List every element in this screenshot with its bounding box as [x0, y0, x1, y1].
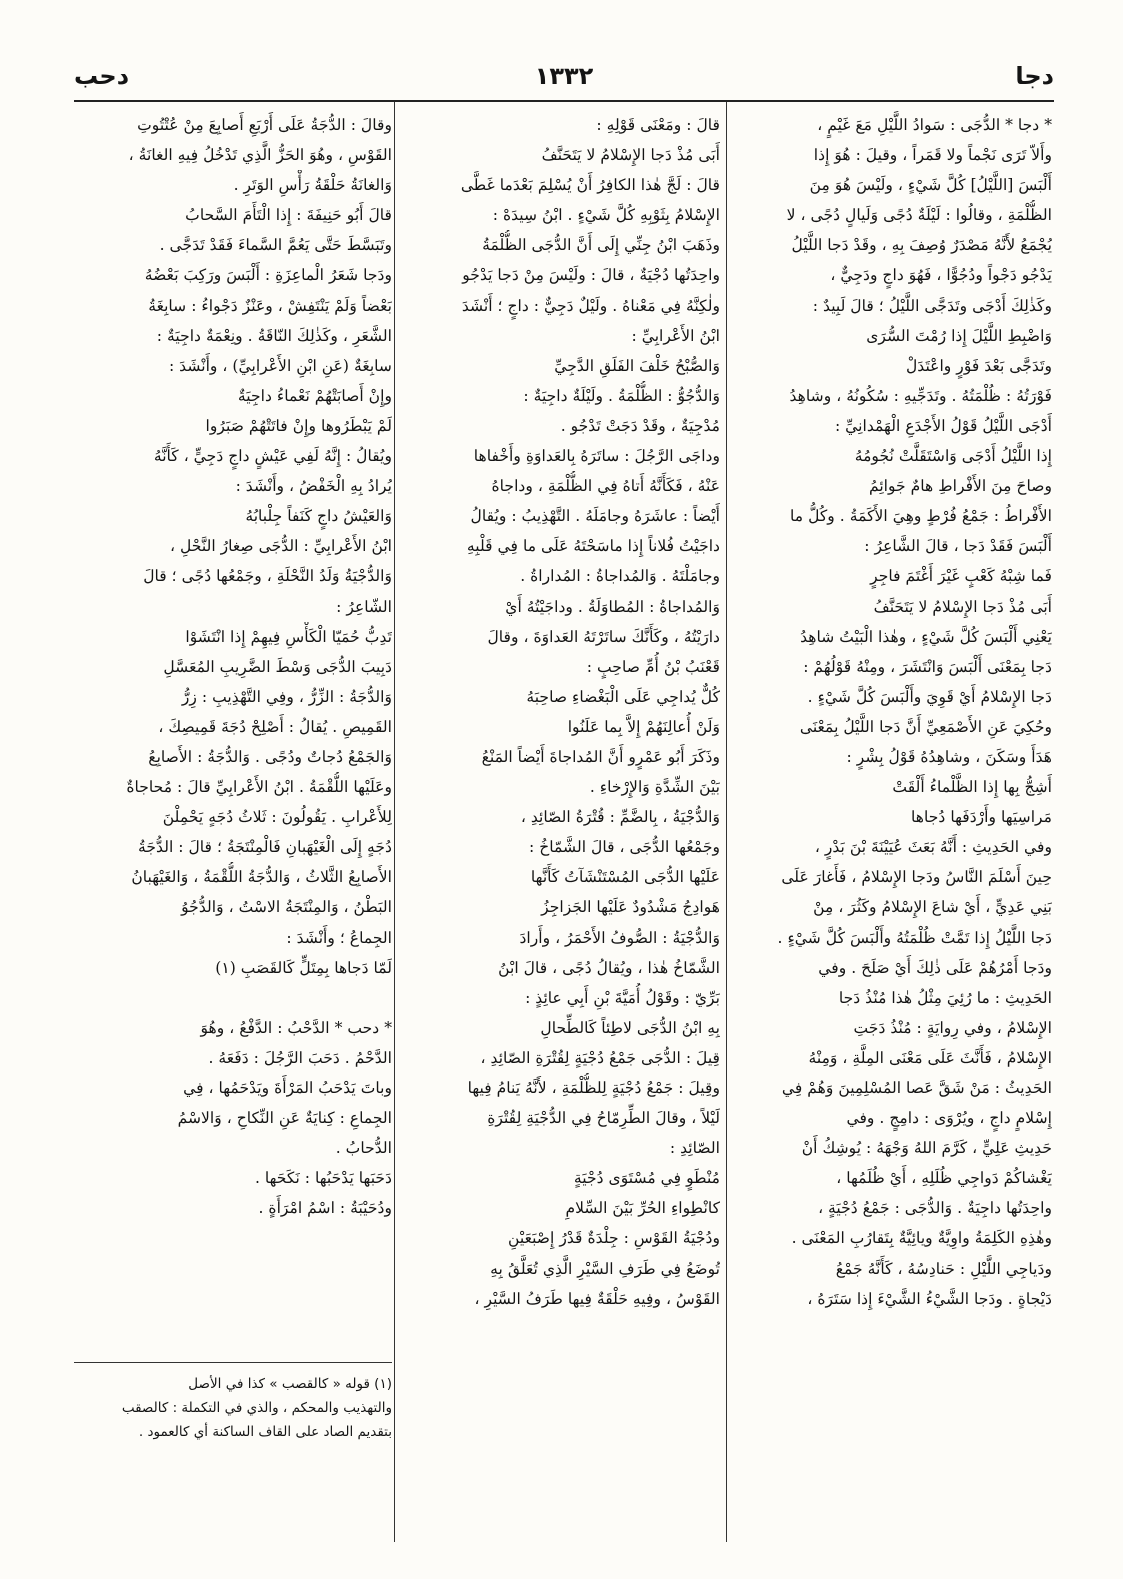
text-line: وذَكَرَ أَبُو عَمْرٍو أَنَّ المُداجاةَ أَيْضاً المَنْعُ — [481, 747, 720, 766]
text-line: وجَمْعُها الدُّجَى ، قالَ الشَّمّاخُ : — [529, 838, 720, 857]
text-line: ودُحَيْبَةُ : اسْمُ امْرَأَةٍ . — [258, 1199, 392, 1218]
text-line: حِينَ أَسْلَمَ النَّاسُ ودَجا الإِسْلامُ ، فَأَغارَ عَلَى — [781, 868, 1052, 887]
text-line: ولٰكِنَّهُ فِي مَعْناهُ . ولَيْلٌ دَجِيٌّ : داجٍ ؛ أَنْشَدَ — [461, 296, 720, 315]
text-line: الجِماعُ ؛ وأَنْشَدَ : — [286, 928, 392, 947]
right-column — [734, 110, 1052, 1550]
header-rule — [74, 100, 1054, 102]
text-line: قالَ : ومَعْنَى قَوْلِهِ : — [596, 116, 720, 134]
text-line: وهٰذِهِ الكَلِمَةُ واوِيَّةٌ ويائِيَّةٌ بِتَقارُبِ المَعْنَى . — [791, 1229, 1052, 1248]
text-line: وإِنْ أَصابَتْهُمْ نَعْماءُ داجِيَةٌ — [237, 386, 392, 405]
text-line: وقِيلَ : جَمْعُ دُجْيَةٍ لِلظُّلْمَةِ ، لأَنَّهُ يَنامُ فِيها — [467, 1079, 720, 1097]
text-line: وقالَ : الدُّجَةُ عَلَى أَرْبَعِ أَصابِعَ مِنْ عُتْتُوتِ — [137, 116, 392, 134]
text-line: الأَفْراطُ : جَمْعُ فُرْطٍ وهِيَ الأَكَمَةُ . وكُلُّ ما — [790, 507, 1052, 526]
text-line: دُجَهٍ إِلَى الْغَيْهَبانِ فَالْمِنْتَجَةُ ؛ قالَ : الدُّجَةُ — [138, 838, 392, 857]
text-line: عَنْهُ ، فَكَأَنَّهُ أَتاهُ فِي الظُّلْمَةِ ، وداجاهُ — [491, 477, 720, 496]
text-line: قالَ : لَجَّ هٰذا الكافِرُ أَنْ يُسْلِمَ بَعْدَما غَطَّى — [460, 176, 720, 195]
text-line: الإِسْلامُ بِثَوْبِهِ كُلَّ شَيْءٍ . ابْنُ سِيدَهْ : — [492, 206, 720, 225]
text-line: أَلْبَسَ [اللَّيْلُ] كُلَّ شَيْءٍ ، ولَيْسَ هُوَ مِنَ — [809, 176, 1052, 195]
text-line: الأَصابِعُ الثَّلاثُ ، وَالدُّجَةُ اللُّقْمَةُ ، وَالغَيْهَبانُ — [131, 868, 392, 887]
text-line: حَدِيثِ عَلِيٍّ ، كَرَّمَ اللهُ وَجْهَهُ : يُوشِكُ أَنْ — [801, 1139, 1052, 1158]
text-line: أَبَى مُذْ دَجا الإِسْلامُ لا يَتَحَنَّفُ — [541, 146, 720, 165]
text-line: يُجْمَعُ لأَنَّهُ مَصْدَرٌ وُصِفَ بِهِ ، وقَدْ دَجا اللَّيْلُ — [791, 236, 1052, 255]
text-line: ابْنُ الأَعْرابِيِّ : الدُّجَى صِغارُ النَّحْلِ ، — [170, 537, 392, 556]
text-line: وصاحَ مِنَ الأَفْراطِ هامٌ جَوائِمُ — [868, 477, 1052, 496]
text-line: قالَ أَبُو حَنِيفَةَ : إِذا الْتَأَمَ السَّحابُ — [185, 206, 392, 225]
text-line: وَاضْبِطِ اللَّيْلَ إِذا رُمْتَ السُّرَى — [866, 326, 1052, 345]
text-line: فَما شِبْهُ كَعْبٍ غَيْرَ أَغْتَمَ فاجِرٍ — [870, 567, 1052, 586]
text-line: وَالدُّجْيَةُ : الصُّوفُ الأَحْمَرُ ، وأَرادَ — [519, 928, 720, 947]
text-line — [74, 983, 392, 1013]
text-line: وباتَ يَدْحَبُ المَرْأَةَ ويَدْحَمُها ، فِي — [183, 1079, 392, 1097]
text-line: أَشِجُّ بِها إِذا الظَّلْماءُ أَلْقَتْ — [892, 778, 1052, 797]
text-line: يَدْجُو دَجْواً ودُجُوًّا ، فَهُوَ داجٍ ودَجِيٌّ ، — [830, 266, 1052, 285]
text-line: ودَجا شَعَرُ الْماعِزَةِ : أَلْبَسَ ورَكِبَ بَعْضُهُ — [144, 266, 392, 285]
text-line: وداجَى الرَّجُلَ : ساتَرَهُ بِالعَداوَةِ وأَخْفاها — [473, 447, 720, 466]
text-line: وَالغانَةُ حَلْقَةُ رَأْسِ الوَتَرِ . — [233, 176, 392, 195]
text-line: القَوْسِ ، وهُوَ الحَزُّ الَّذِي تَدْخُلُ فِيهِ الغانَةُ ، — [128, 146, 392, 165]
text-line: أَبَى مُذْ دَجا الإِسْلامُ لا يَتَحَنَّفُ — [873, 597, 1052, 616]
text-line: لِلأَعْرابِ . يَقُولُونَ : ثَلاثُ دُجَهٍ يَحْمِلْنَ — [162, 808, 392, 827]
running-head-left-term: دحب — [74, 62, 130, 90]
text-line: الحَدِيثِ : ما رُئِيَ مِثْلُ هٰذا مُنْذُ دَجا — [838, 988, 1052, 1007]
text-line: وَلَنْ أُعالِنَهُمْ إِلاَّ بِما عَلَنُوا — [567, 717, 720, 736]
text-line: مَراسِيَها وأَرْدَفَها دُجاها — [911, 808, 1052, 827]
column-divider — [726, 102, 727, 1542]
text-line: وتَبَسَّطَ حَتَّى يَعُمَّ السَّماءَ فَقَدْ تَدَجَّى . — [159, 236, 392, 255]
text-line: وَالدُّجَةُ : الزِّرُّ ، وفِي التَّهْذِيبِ : زِرُّ — [181, 687, 392, 706]
text-line: كُلٌّ يُداجِي عَلَى الْبَغْضاءِ صاحِبَهُ — [526, 687, 720, 706]
text-line: القَمِيصِ . يُقالُ : أَصْلِحْ دُجَةَ قَمِيصِكَ ، — [158, 717, 392, 736]
text-line: يَغْشاكُمْ دَواجِي ظُلَلِهِ ، أَيْ ظُلَمُها ، — [836, 1169, 1052, 1188]
footnote-line: بتقديم الصاد على القاف الساكنة أي كالعمود . — [138, 1424, 392, 1440]
text-line: القَوْسُ ، وفِيهِ حَلْقَةٌ فِيها طَرَفُ السَّيْرِ ، — [474, 1289, 720, 1308]
text-line: مُنْطَوٍ فِي مُسْتَوَى دُجْيَةٍ — [573, 1169, 720, 1188]
footnote-line: والتهذيب والمحكم ، والذي في التكملة : كالصقب — [121, 1400, 392, 1416]
text-line: وتَدَجَّى بَعْدَ فَوْرٍ واعْتَدَلْ — [905, 356, 1052, 375]
text-line: الشَّعَرِ ، وكَذٰلِكَ النّاقَةُ . ونِعْمَةٌ داجِيَةٌ : — [156, 326, 392, 345]
text-line: فَوْرَتُهُ : ظُلْمَتُهُ . وتَدَجِّيهِ : سُكُونُهُ ، وشاهِدُ — [789, 386, 1052, 405]
text-line: يُرادُ بِهِ الْخَفْضُ ، وأَنْشَدَ : — [235, 477, 392, 496]
footnote-line: (١) قوله « كالقصب » كذا في الأصل — [188, 1376, 392, 1392]
text-line: الجِماعِ : كِنايَةٌ عَنِ النِّكاحِ ، وَالاسْمُ — [177, 1109, 392, 1128]
text-line: الإِسْلامُ ، وفي رِوايَةٍ : مُنْذُ دَجَتِ — [853, 1018, 1052, 1037]
text-line: هَدَأَ وسَكَنَ ، وشاهِدُهُ قَوْلُ بِشْرٍ : — [846, 747, 1052, 766]
text-line: وأَلاّ تَرَى نَجْماً ولا قَمَراً ، وقيلَ : هُوَ إِذا — [813, 146, 1052, 165]
text-line: أَيْضاً : عاشَرَهُ وجامَلَهُ . التَّهْذِيبُ : ويُقالُ — [470, 507, 720, 526]
text-line: داجَيْتُ فُلاناً إِذا ماسَحْتَهُ عَلَى ما فِي قَلْبِهِ — [466, 537, 720, 556]
text-line: دَجا بِمَعْنَى أَلْبَسَ وَانْتَشَرَ ، ومِنْهُ قَوْلُهُمْ : — [803, 657, 1052, 676]
text-line: تَدِبُّ حُمَيّا الْكَأْسِ فِيهِمْ إِذا انْتَشَوْا — [185, 627, 392, 646]
running-head — [74, 62, 1054, 96]
text-line: مُدْجِيَةٌ ، وقَدْ دَجَتْ تَدْجُو . — [560, 416, 720, 435]
text-line: * دحب * الدَّحْبُ : الدَّفْعُ ، وهُوَ — [200, 1018, 392, 1037]
text-line: بَعْضاً وَلَمْ يَنْتَفِشْ ، وعَنْزٌ دَجْواءُ : سابِغَةُ — [148, 296, 392, 315]
text-line: البَطْنُ ، وَالمِنْتَجَةُ الاسْتُ ، وَالدُّجُوُ — [181, 898, 392, 917]
text-line: الشّاعِرُ : — [336, 597, 392, 616]
text-line: بَيْنَ الشِّدَّةِ وَالإِرْخاءِ . — [589, 778, 720, 797]
text-line: دَيْجاةٍ . ودَجا الشَّيْءُ الشَّيْءَ إِذا سَتَرَهُ ، — [807, 1289, 1052, 1308]
text-line: وَالصُّبْحُ خَلْفَ الفَلَقِ الدَّجِيِّ — [554, 356, 720, 375]
text-line: ودَياجِي اللَّيْلِ : حَنادِسُهُ ، كَأَنَّهُ جَمْعُ — [835, 1259, 1052, 1278]
text-line: وَالمُداجاةُ : المُطاوَلَةُ . وداجَيْتُهُ أَيْ — [505, 597, 720, 616]
text-line: لَمْ يَبْطَرُوها وإِنْ فاتَتْهُمْ صَبَرُوا — [205, 416, 392, 435]
text-line: تُوضَعُ فِي طَرَفِ السَّيْرِ الَّذِي تُعَلَّقُ بِهِ — [490, 1259, 720, 1278]
footnote — [74, 1372, 392, 1444]
text-line: وَالدُّجْيَةُ وَلَدُ النَّحْلَةِ ، وجَمْعُها دُجًى ؛ قالَ — [143, 567, 392, 586]
text-line: الحَدِيثُ : مَنْ شَقَّ عَصا المُسْلِمِينَ وَهُمْ فِي — [781, 1079, 1052, 1097]
text-line: الصّائِدِ : — [669, 1139, 720, 1158]
text-line: وحُكِيَ عَنِ الأَصْمَعِيِّ أَنَّ دَجا اللَّيْلُ بِمَعْنَى — [799, 717, 1052, 736]
text-line: كانْطِواءِ الحُرِّ بَيْنَ السِّلامِ — [565, 1199, 720, 1218]
text-line: قِيلَ : الدُّجَى جَمْعُ دُجْيَةٍ لِقُتْرَةِ الصّائِدِ ، — [480, 1048, 720, 1067]
text-line: ودُجْيَةُ القَوْسِ : جِلْدَةٌ قَدْرُ إِصْبَعَيْنِ — [508, 1229, 720, 1248]
text-line: قَعْنَبُ بْنُ أُمِّ صاحِبٍ : — [586, 657, 720, 676]
text-line: أَلْبَسَ فَقَدْ دَجا ، قالَ الشَّاعِرُ : — [864, 537, 1052, 556]
text-line: وَالجَمْعُ دُجاتٌ ودُجًى . وَالدُّجَةُ : الأَصابِعُ — [148, 747, 392, 766]
left-column — [74, 110, 392, 1335]
text-line: وذَهَبَ ابْنُ جِنِّي إِلَى أَنَّ الدُّجَى الظُّلْمَةُ — [482, 236, 720, 255]
text-line: ابْنُ الأَعْرابِيِّ : — [631, 326, 720, 345]
text-line: دَحَبَها يَدْحَبُها : نَكَحَها . — [254, 1169, 392, 1188]
text-line: لَمّا دَجاها بِمِتَلٍّ كَالقَصَبِ (١) — [215, 958, 392, 977]
text-line: الدَّحْمُ . دَحَبَ الرَّجُلَ : دَفَعَهُ . — [208, 1048, 392, 1067]
text-line: هَوادِجُ مَشْدُودٌ عَلَيْها الجَزاجِزُ — [541, 898, 720, 917]
text-line: الدُّحابُ . — [335, 1139, 392, 1158]
text-line: دارَيْتُهُ ، وكَأَنَّكَ ساتَرْتَهُ العَداوَةَ ، وقالَ — [487, 627, 720, 646]
text-line: وكَذٰلِكَ أَدْجَى وتَدَجَّى اللَّيْلُ ؛ قالَ لَبِيدٌ : — [812, 296, 1052, 315]
text-line: وفي الحَدِيثِ : أَنَّهُ بَعَثَ عُيَيْنَةَ بْنَ بَدْرٍ ، — [814, 838, 1052, 857]
text-line: دَجا الإِسْلامُ أَيْ قَوِيَ وأَلْبَسَ كُلَّ شَيْءٍ . — [807, 687, 1052, 706]
text-line: الظُّلْمَةِ ، وقالُوا : لَيْلَةٌ دُجًى وَلَيالٍ دُجًى ، لا — [786, 206, 1052, 225]
running-head-right-term: دجا — [1015, 62, 1054, 90]
text-line: إِذا اللَّيْلُ أَدْجَى وَاسْتَقَلَّتْ نُجُومُهُ — [854, 447, 1052, 466]
text-line: وَالدُّجُوُّ : الظُّلْمَةُ . ولَيْلَةٌ داجِيَةٌ : — [523, 386, 720, 405]
text-line: واحِدَتُها دُجْيَةٌ ، قالَ : ولَيْسَ مِنْ دَجا يَدْجُو — [462, 266, 720, 285]
text-line: يَعْنِي أَلْبَسَ كُلَّ شَيْءٍ ، وهٰذا الْبَيْتُ شاهِدُ — [800, 627, 1052, 646]
text-line: بَرِّيّ : وقَوْلُ أُمَيَّةَ بْنِ أَبِي عائِذٍ : — [525, 988, 720, 1007]
text-line: وَالدُّجْيَةُ ، بِالضَّمِّ : قُتْرَةُ الصّائِدِ ، — [520, 808, 720, 827]
text-line: ويُقالُ : إِنَّهُ لَفِي عَيْشٍ داجٍ دَجِيٍّ ، كَأَنَّهُ — [153, 447, 392, 466]
middle-column — [402, 110, 720, 1555]
text-line: وَالعَيْشُ داجٍ كَنَفاً جِلْبابُهُ — [245, 507, 392, 526]
page-number: ١٣٣٢ — [534, 62, 594, 90]
text-line: سابِغَةٌ (عَنِ ابْنِ الأَعْرابِيِّ) ، وأَنْشَدَ : — [168, 356, 392, 375]
text-line: لَيْلاً ، وقالَ الطِّرِمّاحُ فِي الدُّجْيَةِ لِقُتْرَةِ — [487, 1109, 720, 1128]
text-line: بِهِ ابْنُ الدُّجَى لاطِئاً كَالطِّحالِ — [540, 1018, 720, 1037]
text-line: الشَّمّاخُ هٰذا ، ويُقالُ دُجًى ، قالَ ابْنُ — [498, 958, 720, 977]
text-line: بَنِي عَدِيٍّ ، أَيْ شاعَ الإِسْلامُ وكَثُرَ ، مِنْ — [813, 898, 1052, 917]
text-line: دَبِيبَ الدُّجَى وَسْطَ الضَّرِيبِ المُعَسَّلِ — [163, 657, 392, 676]
text-line: عَلَيْها الدُّجَى المُسْتَنْشَآتُ كَأَنَّها — [530, 868, 720, 887]
text-line: * دجا * الدُّجَى : سَوادُ اللَّيْلِ مَعَ غَيْمٍ ، — [817, 116, 1052, 134]
text-line: وعَلَيْها اللُّقْمَةُ . ابْنُ الأَعْرابِيِّ قالَ : مُحاجاةٌ — [126, 778, 392, 797]
footnote-rule — [74, 1362, 392, 1363]
text-line: واحِدَتُها داجِيَةٌ . وَالدُّجَى : جَمْعُ دُجْيَةٍ ، — [818, 1199, 1052, 1218]
text-line: الإِسْلامُ ، فَأَنَّثَ عَلَى مَعْنَى المِلَّةِ ، وَمِنْهُ — [808, 1048, 1052, 1067]
text-line: إِسْلامٍ داجٍ ، ويُرْوَى : دامِجٍ . وفي — [846, 1109, 1052, 1128]
text-line: دَجا اللَّيْلُ إِذا تَمَّتْ ظُلْمَتُهُ وأَلْبَسَ كُلَّ شَيْءٍ . — [777, 928, 1052, 947]
text-line: أَدْجَى اللَّيْلُ قَوْلُ الأَجْدَعِ الْهَمْدانِيِّ : — [834, 416, 1052, 435]
column-divider — [394, 102, 395, 1542]
text-line: وجامَلْتَهُ . وَالمُداجاةُ : المُداراةُ . — [520, 567, 720, 586]
text-line: ودَجا أَمْرُهُمْ عَلَى ذٰلِكَ أَيْ صَلَحَ . وفي — [818, 958, 1052, 977]
